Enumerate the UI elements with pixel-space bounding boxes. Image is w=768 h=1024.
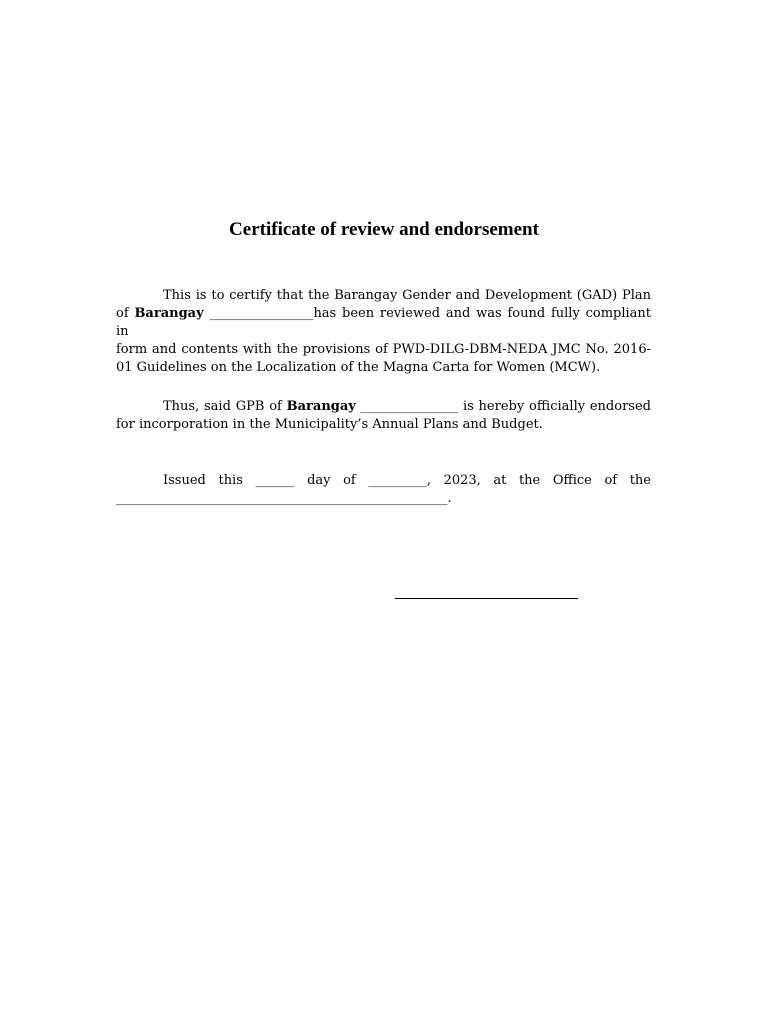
certification-line-3: form and contents with the provisions of PWD-DILG-DBM-NEDA JMC No. 2016-: [116, 342, 651, 357]
barangay-label: Barangay: [134, 306, 204, 321]
certification-line-1: [116, 287, 651, 305]
barangay-name-blank: _______________: [360, 399, 459, 414]
certification-line-1-text: This is to certify that the Barangay Gender and Development (GAD) Plan: [163, 288, 651, 303]
issuance-line-1: [116, 472, 651, 490]
of-prefix: of: [116, 306, 129, 321]
endorsement-prefix: Thus, said GPB of: [163, 399, 282, 414]
issuance-line-1-text: Issued this ______ day of _________, 2023, at the Office of the: [163, 473, 651, 488]
certification-line-4: 01 Guidelines on the Localization of the Magna Carta for Women (MCW).: [116, 360, 601, 375]
signature-line: [395, 598, 578, 599]
certification-line-2: [116, 305, 651, 341]
certification-line-2-text: has been reviewed and was found fully compliant in: [116, 306, 652, 339]
endorsement-paragraph: [116, 398, 651, 434]
issuance-paragraph: [116, 472, 651, 508]
endorsement-line-2: for incorporation in the Municipality’s Annual Plans and Budget.: [116, 417, 543, 432]
document-title: Certificate of review and endorsement: [229, 219, 539, 240]
endorsement-line-1: [116, 398, 651, 416]
issuance-line-2: ___________________________________________________.: [116, 491, 452, 506]
endorsement-line-1-text: is hereby officially endorsed: [462, 399, 651, 414]
certification-paragraph: [116, 287, 651, 377]
barangay-name-blank: ________________: [209, 306, 314, 321]
barangay-label: Barangay: [286, 399, 356, 414]
